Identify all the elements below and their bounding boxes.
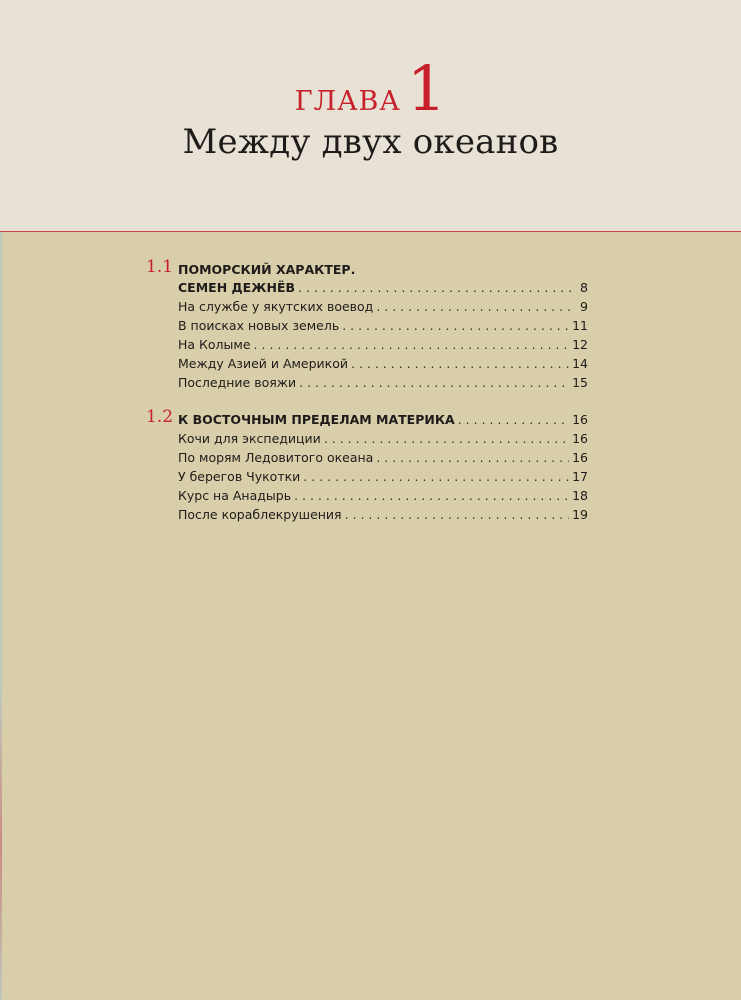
toc-row[interactable] [178,373,588,392]
dot-leader [351,354,569,373]
toc-row[interactable] [178,297,588,316]
dot-leader [294,486,569,505]
toc-row[interactable] [178,486,588,505]
dot-leader [303,467,569,486]
toc-entry-label: К ВОСТОЧНЫМ ПРЕДЕЛАМ МАТЕРИКА [178,412,455,427]
toc-entry-label: Между Азией и Америкой [178,356,349,371]
dot-leader [345,505,570,524]
toc-page-number: 18 [572,488,588,503]
toc-page-number: 8 [580,280,588,295]
chapter-number: 1 [406,52,447,125]
toc-page-number: 12 [572,337,588,352]
toc-row[interactable] [178,316,588,335]
dot-leader [324,429,569,448]
toc-page-number: 17 [572,469,588,484]
toc-row-section-heading[interactable] [178,278,588,297]
toc-row[interactable] [178,429,588,448]
toc-entry-label: Курс на Анадырь [178,488,292,503]
toc-row[interactable] [178,505,588,524]
toc-row-section-heading[interactable] [178,410,588,429]
toc-row[interactable] [178,335,588,354]
toc-page-number: 11 [572,318,588,333]
toc-row[interactable] [178,354,588,373]
toc-entry-label: После кораблекрушения [178,507,342,522]
toc-entry-label: Последние вояжи [178,375,297,390]
toc-page-number: 14 [572,356,588,371]
section-number: 1.1 [146,257,174,277]
chapter-word: ГЛАВА [294,86,401,117]
toc-entry-label: Кочи для экспедиции [178,431,321,446]
toc-entry-label: СЕМЕН ДЕЖНЁВ [178,280,296,295]
toc-entry-label: По морям Ледовитого океана [178,450,374,465]
chapter-title: Между двух океанов [182,122,559,162]
toc-page-number: 9 [580,299,588,314]
toc-page-number: 16 [572,450,588,465]
dot-leader [299,373,569,392]
toc-page-number: 15 [572,375,588,390]
section-number: 1.2 [146,407,174,427]
dot-leader [342,316,569,335]
toc-page-number: 16 [572,412,588,427]
dot-leader [458,410,569,429]
toc-entry-label: На Колыме [178,337,251,352]
section-heading-line: ПОМОРСКИЙ ХАРАКТЕР. [178,262,356,277]
toc-entry-label: На службе у якутских воевод [178,299,374,314]
toc-entry-label: В поисках новых земель [178,318,340,333]
dot-leader [376,297,573,316]
dot-leader [254,335,570,354]
toc-page-number: 16 [572,431,588,446]
toc-entry-label: У берегов Чукотки [178,469,301,484]
toc-row[interactable] [178,448,588,467]
dot-leader [376,448,569,467]
toc-row[interactable] [178,467,588,486]
toc-page-number: 19 [572,507,588,522]
dot-leader [298,278,573,297]
